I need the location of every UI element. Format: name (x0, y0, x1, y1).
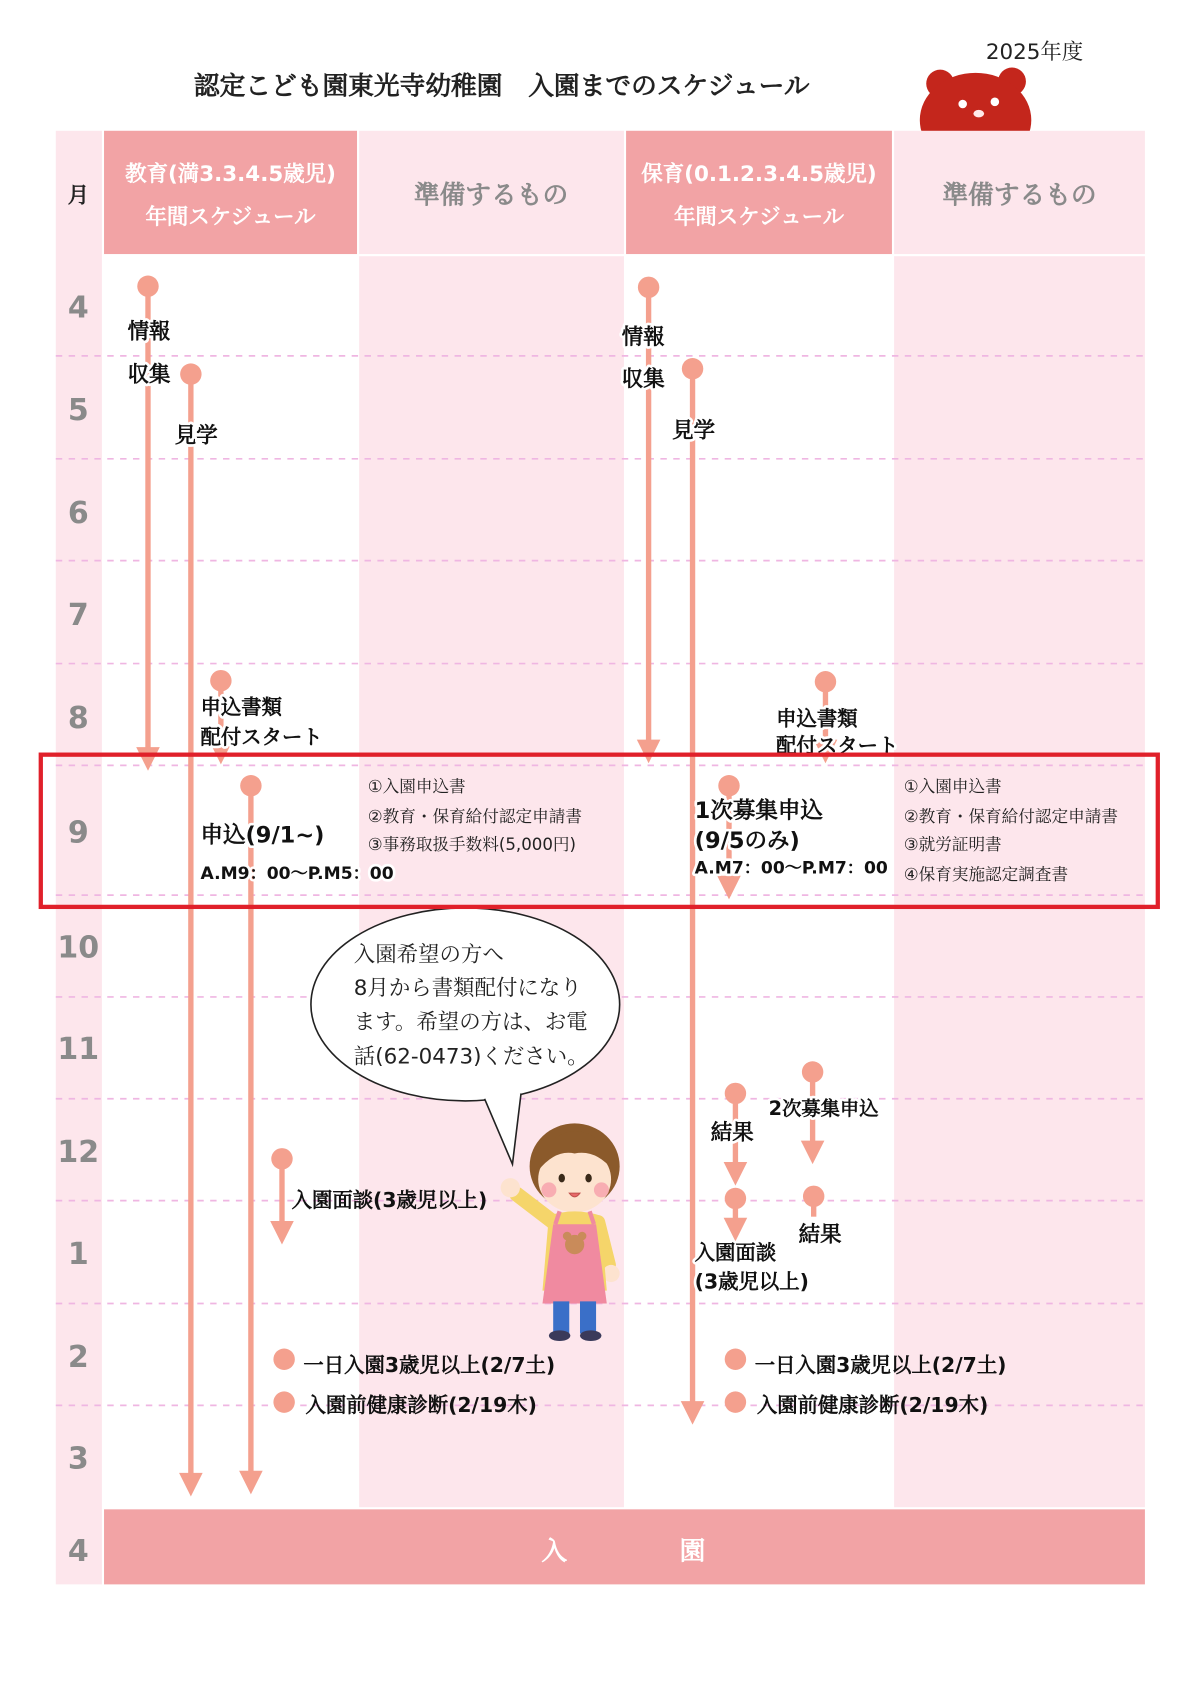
start-dot (271, 1148, 292, 1169)
care-prep-item: ④保育実施認定調査書 (903, 865, 1069, 885)
care-body-bg (626, 256, 892, 1507)
start-dot (815, 671, 836, 692)
education-docs-label-2: 配付スタート (200, 724, 323, 749)
education-prep-item: ①入園申込書 (367, 777, 466, 797)
education-trial-day-label: 一日入園3歳児以上(2/7土) (303, 1353, 556, 1378)
bubble-line: 8月から書類配付になり (353, 975, 582, 1001)
start-dot (240, 775, 261, 796)
care-result2-label: 結果 (798, 1222, 842, 1248)
education-interview-label: 入園面談(3歳児以上) (291, 1188, 488, 1213)
care-prep-item: ③就労証明書 (903, 835, 1002, 855)
education-health-check-label: 入園前健康診断(2/19木) (305, 1392, 537, 1417)
education-docs-label-1: 申込書類 (200, 694, 282, 719)
start-dot (638, 277, 659, 298)
care-result-label: 結果 (710, 1120, 754, 1146)
care-prep-header: 準備するもの (942, 180, 1097, 211)
month-label: 4 (67, 290, 89, 326)
care-first-application-date: (9/5のみ) (694, 827, 800, 854)
girl-left-shoe (549, 1330, 570, 1341)
bubble-line: 入園希望の方へ (353, 942, 504, 968)
education-application-hours: A.M9：00〜P.M5：00 (200, 864, 394, 885)
girl-right-shoe (580, 1330, 601, 1341)
entry-bar (104, 1509, 1145, 1584)
care-trial-day-label: 一日入園3歳児以上(2/7土) (754, 1353, 1007, 1378)
care-health-check-label: 入園前健康診断(2/19木) (756, 1392, 989, 1417)
care-second-application-label: 2次募集申込 (768, 1096, 879, 1120)
care-docs-label-2: 配付スタート (776, 733, 899, 758)
start-dot (718, 775, 739, 796)
start-dot (180, 363, 201, 384)
bubble-line: ます。希望の方は、お電 (353, 1010, 588, 1036)
education-prep-item: ③事務取扱手数料(5,000円) (367, 835, 577, 855)
start-dot (725, 1188, 746, 1209)
care-prep-item: ②教育・保育給付認定申請書 (903, 807, 1118, 827)
education-application-label: 申込(9/1~) (200, 822, 325, 849)
education-info-label-1: 情報 (127, 319, 171, 345)
education-trial-day-dot (273, 1349, 294, 1370)
month-label: 11 (57, 1032, 100, 1068)
page-title: 認定こども園東光寺幼稚園 入園までのスケジュール (193, 71, 810, 102)
care-interview-label-1: 入園面談 (694, 1240, 777, 1265)
education-header-line1: 教育(満3.3.4.5歳児) (125, 162, 336, 188)
apron-bear-face (565, 1235, 584, 1254)
month-label: 6 (67, 496, 89, 532)
girl-left-cheek (541, 1182, 556, 1197)
bear-nose (973, 110, 984, 118)
girl-right-cheek (594, 1182, 609, 1197)
month-label: 10 (57, 930, 100, 966)
start-dot (137, 275, 158, 296)
education-health-check-dot (273, 1391, 294, 1412)
education-header-line2: 年間スケジュール (145, 205, 316, 231)
month-label: 8 (67, 700, 89, 736)
month-label: 7 (67, 597, 89, 633)
care-header-line1: 保育(0.1.2.3.4.5歳児) (641, 162, 877, 188)
start-dot (802, 1061, 823, 1082)
bubble-line: 話(62-0473)ください。 (353, 1044, 589, 1070)
bubble-body (311, 908, 620, 1101)
care-trial-day-dot (725, 1349, 746, 1370)
girl-right-eye (585, 1174, 591, 1183)
entry-bar-right: 園 (679, 1536, 706, 1567)
care-info-label-1: 情報 (621, 325, 665, 351)
month-label: 1 (67, 1236, 89, 1272)
care-prep-item: ①入園申込書 (903, 777, 1002, 797)
care-header-bg (626, 131, 892, 254)
education-prep-item: ②教育・保育給付認定申請書 (367, 807, 582, 827)
care-first-application-label: 1次募集申込 (694, 797, 823, 824)
girl-right-leg (580, 1301, 596, 1333)
bear-right-eye (991, 98, 1000, 107)
month-label: 3 (67, 1441, 89, 1477)
bear-left-eye (958, 100, 967, 109)
start-dot (803, 1186, 824, 1207)
care-tour-label: 見学 (672, 418, 716, 444)
care-info-label-2: 収集 (621, 366, 665, 392)
fiscal-year: 2025年度 (985, 39, 1084, 65)
care-header-line2: 年間スケジュール (673, 205, 845, 231)
entry-bar-left: 入 (541, 1536, 568, 1567)
care-docs-label-1: 申込書類 (776, 706, 858, 731)
care-first-application-hours: A.M7：00〜P.M7：00 (694, 858, 888, 879)
start-dot (682, 358, 703, 379)
month-label: 4 (67, 1533, 89, 1569)
start-dot (725, 1083, 746, 1104)
education-tour-label: 見学 (174, 423, 218, 449)
month-label: 5 (67, 393, 89, 429)
start-dot (210, 670, 231, 691)
care-health-check-dot (725, 1391, 746, 1412)
education-info-label-2: 収集 (127, 362, 171, 388)
education-prep-header: 準備するもの (413, 180, 569, 211)
education-header-bg (104, 131, 357, 254)
care-interview-label-2: (3歳児以上) (694, 1269, 809, 1294)
girl-left-eye (559, 1174, 565, 1183)
month-label: 12 (57, 1135, 100, 1171)
girl-waving-hand (501, 1178, 520, 1197)
girl-left-leg (553, 1301, 569, 1333)
month-label: 2 (67, 1339, 89, 1375)
month-column-header: 月 (67, 183, 90, 209)
month-label: 9 (67, 815, 89, 851)
